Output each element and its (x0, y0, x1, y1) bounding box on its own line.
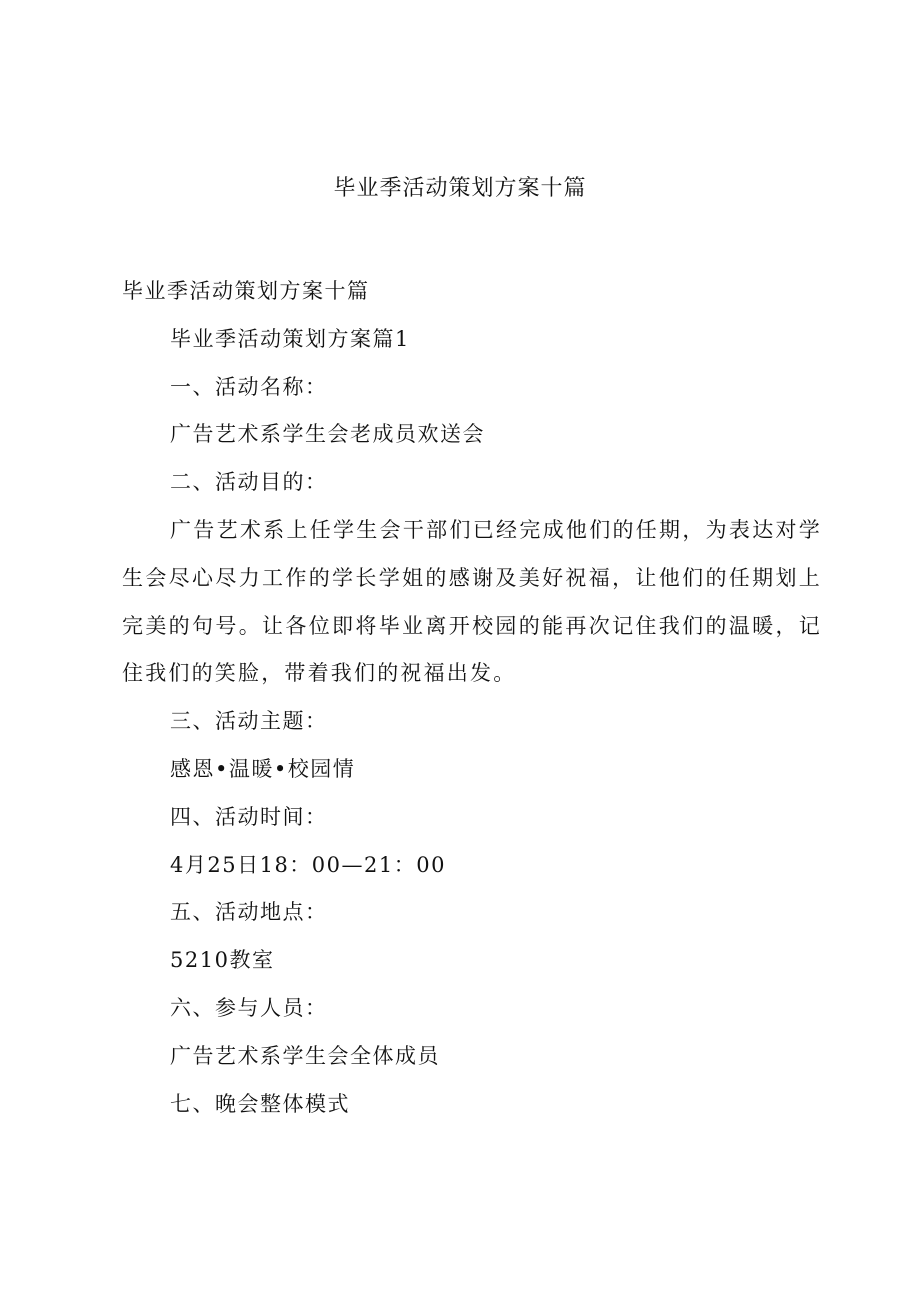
item-content-time: 4月25日18：00—21：00 (170, 852, 446, 877)
item-heading-participants: 六、参与人员： (170, 995, 328, 1020)
document-subtitle: 毕业季活动策划方案十篇 (122, 279, 370, 303)
item-content-name: 广告艺术系学生会老成员欢送会 (170, 422, 485, 447)
document-title: 毕业季活动策划方案十篇 (333, 176, 587, 201)
item-content-location: 5210教室 (170, 948, 275, 973)
item-heading-format: 七、晚会整体模式 (170, 1091, 350, 1116)
item-heading-name: 一、活动名称： (170, 374, 328, 399)
item-heading-theme: 三、活动主题： (170, 709, 328, 734)
section-heading: 毕业季活动策划方案篇1 (170, 326, 410, 351)
item-content-theme: 感恩•温暖•校园情 (170, 756, 356, 781)
item-content-purpose: 广告艺术系上任学生会干部们已经完成他们的任期，为表达对学生会尽心尽力工作的学长学姐的感谢及美好祝福，让他们的任期划上完美的句号。让各位即将毕业离开校园的能再次记住我们的温暖，记住我们的笑脸，带着我们的祝福出发。 (122, 517, 822, 686)
item-heading-location: 五、活动地点： (170, 900, 328, 925)
item-content-participants: 广告艺术系学生会全体成员 (170, 1043, 440, 1068)
document-body (122, 268, 822, 1128)
item-heading-time: 四、活动时间： (170, 804, 328, 829)
item-heading-purpose: 二、活动目的： (170, 470, 328, 495)
